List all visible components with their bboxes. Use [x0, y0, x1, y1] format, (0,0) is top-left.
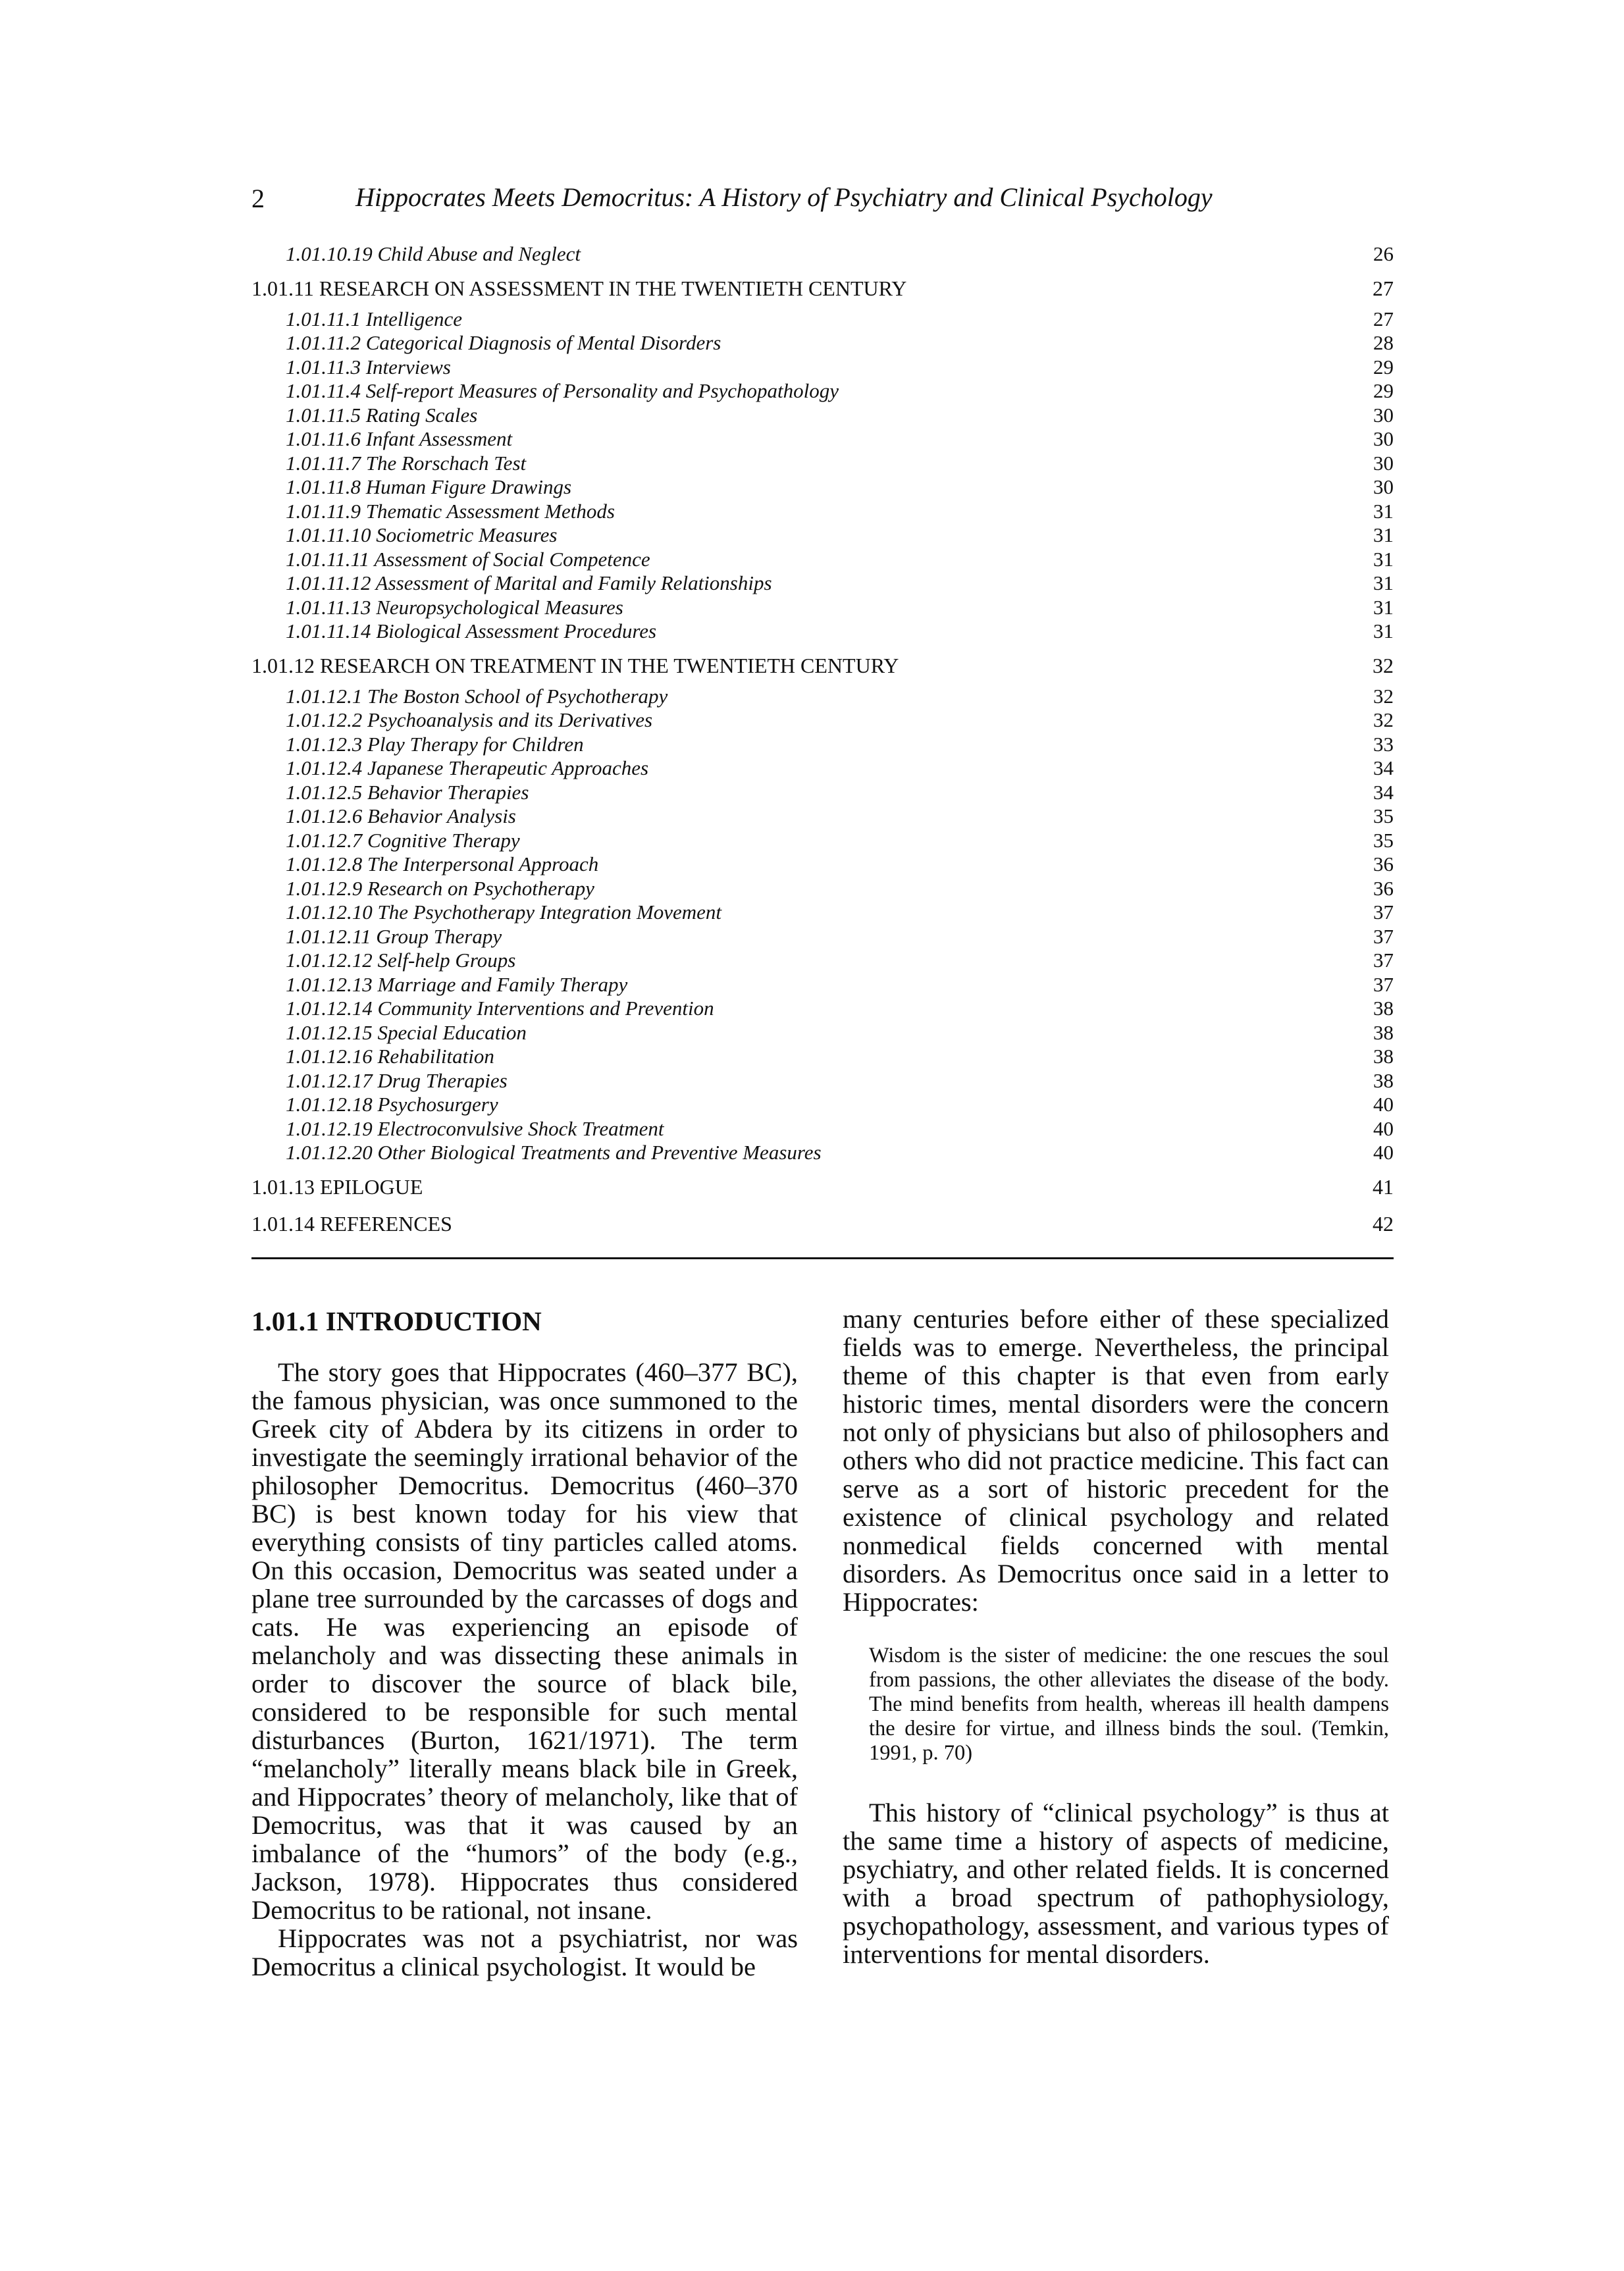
toc-entry-page: 30: [1373, 403, 1394, 427]
toc-entry-number: 1.01.12.9: [286, 876, 363, 900]
toc-entry-title: Assessment of Marital and Family Relationships: [375, 571, 772, 594]
toc-entry-number: 1.01.12.7: [286, 828, 363, 852]
toc-entry-number: 1.01.11.14: [286, 619, 371, 642]
toc-entry-page: 28: [1373, 331, 1394, 354]
toc-entry-number: 1.01.11.5: [286, 403, 361, 427]
toc-entry-number: 1.01.11.3: [286, 355, 361, 378]
toc-entry-page: 37: [1373, 972, 1394, 996]
toc-section-entry: [251, 273, 1394, 303]
toc-divider: [251, 1257, 1394, 1259]
toc-entry-title: RESEARCH ON TREATMENT IN THE TWENTIETH CENTURY: [320, 653, 899, 677]
toc-entry-title: Neuropsychological Measures: [376, 595, 623, 619]
toc-entry-title: Community Interventions and Prevention: [377, 997, 714, 1020]
toc-entry-page: 29: [1373, 355, 1394, 378]
toc-subsection-entry: [251, 331, 1394, 355]
toc-entry-page: 27: [1373, 276, 1394, 300]
toc-subsection-entry: [251, 804, 1394, 829]
toc-subsection-entry: [251, 1117, 1394, 1141]
toc-entry-page: 35: [1373, 828, 1394, 852]
toc-entry-number: 1.01.12.16: [286, 1045, 373, 1068]
toc-entry-page: 32: [1373, 653, 1394, 677]
toc-entry-title: The Psychotherapy Integration Movement: [377, 901, 722, 924]
toc-subsection-entry: [251, 973, 1394, 997]
toc-entry-title: EPILOGUE: [320, 1174, 423, 1199]
toc-entry-title: Assessment of Social Competence: [374, 547, 650, 571]
toc-entry-title: Sociometric Measures: [376, 523, 558, 546]
toc-entry-number: 1.01.12.11: [286, 924, 371, 948]
toc-entry-number: 1.01.12.4: [286, 756, 363, 779]
toc-entry-page: 40: [1373, 1093, 1394, 1116]
toc-entry-title: Interviews: [365, 355, 451, 378]
toc-entry-page: 30: [1373, 475, 1394, 498]
toc-entry-title: RESEARCH ON ASSESSMENT IN THE TWENTIETH CENTURY: [319, 276, 907, 300]
toc-entry-number: 1.01.12.17: [286, 1068, 373, 1092]
toc-section-entry: [251, 650, 1394, 681]
right-column: [843, 1305, 1389, 1968]
toc-subsection-entry: [251, 404, 1394, 428]
toc-entry-page: 31: [1373, 571, 1394, 594]
toc-subsection-entry: [251, 733, 1394, 757]
toc-subsection-entry: [251, 949, 1394, 973]
toc-subsection-entry: [251, 427, 1394, 452]
toc-entry-page: 38: [1373, 997, 1394, 1020]
toc-entry-number: 1.01.12.1: [286, 684, 363, 708]
toc-subsection-entry: [251, 523, 1394, 548]
toc-entry-page: 30: [1373, 451, 1394, 475]
toc-entry-page: 37: [1373, 924, 1394, 948]
toc-entry-number: 1.01.12: [251, 653, 315, 677]
toc-subsection-entry: [251, 1141, 1394, 1165]
toc-entry-number: 1.01.12.2: [286, 708, 363, 731]
toc-subsection-entry: [251, 571, 1394, 596]
toc-entry-title: Japanese Therapeutic Approaches: [367, 756, 649, 779]
toc-subsection-entry: [251, 1021, 1394, 1045]
toc-entry-number: 1.01.12.3: [286, 732, 363, 756]
toc-entry-number: 1.01.12.20: [286, 1141, 373, 1164]
toc-entry-title: Self-report Measures of Personality and Psychopathology: [365, 379, 839, 402]
toc-entry-title: Infant Assessment: [365, 427, 513, 450]
toc-entry-title: The Interpersonal Approach: [367, 852, 599, 875]
toc-entry-number: 1.01.11.8: [286, 475, 361, 498]
toc-entry-title: Rehabilitation: [377, 1045, 494, 1068]
toc-entry-number: 1.01.11.12: [286, 571, 371, 594]
toc-entry-page: 31: [1373, 499, 1394, 523]
toc-entry-title: Marriage and Family Therapy: [377, 972, 628, 996]
toc-entry-number: 1.01.12.12: [286, 949, 373, 972]
toc-section-entry: [251, 1209, 1394, 1239]
toc-subsection-entry: [251, 781, 1394, 805]
toc-entry-title: Psychoanalysis and its Derivatives: [367, 708, 653, 731]
toc-entry-number: 1.01.11.11: [286, 547, 370, 571]
page-number: 2: [251, 184, 265, 213]
toc-entry-page: 32: [1373, 684, 1394, 708]
toc-entry-page: 30: [1373, 427, 1394, 450]
toc-subsection-entry: [251, 307, 1394, 332]
toc-entry-page: 31: [1373, 595, 1394, 619]
toc-entry-number: 1.01.10.19: [286, 242, 373, 265]
toc-subsection-entry: [251, 877, 1394, 901]
toc-entry-number: 1.01.12.14: [286, 997, 373, 1020]
toc-entry-page: 29: [1373, 379, 1394, 402]
toc-entry-number: 1.01.12.19: [286, 1116, 373, 1140]
toc-entry-number: 1.01.12.10: [286, 901, 373, 924]
toc-entry-number: 1.01.11.1: [286, 307, 361, 330]
toc-entry-title: Biological Assessment Procedures: [376, 619, 657, 642]
table-of-contents: [251, 242, 1394, 1243]
left-column: [251, 1307, 798, 1981]
toc-subsection-entry: [251, 548, 1394, 572]
toc-subsection-entry: [251, 852, 1394, 877]
section-heading: 1.01.1 INTRODUCTION: [251, 1306, 542, 1336]
toc-subsection-entry: [251, 685, 1394, 709]
toc-entry-title: Rating Scales: [365, 403, 478, 427]
toc-subsection-entry: [251, 452, 1394, 476]
toc-entry-page: 40: [1373, 1116, 1394, 1140]
toc-subsection-entry: [251, 379, 1394, 404]
toc-entry-page: 38: [1373, 1045, 1394, 1068]
toc-entry-number: 1.01.11.6: [286, 427, 361, 450]
toc-entry-number: 1.01.11.2: [286, 331, 361, 354]
toc-entry-title: The Rorschach Test: [365, 451, 527, 475]
toc-entry-page: 35: [1373, 804, 1394, 827]
toc-entry-page: 36: [1373, 876, 1394, 900]
toc-subsection-entry: [251, 500, 1394, 524]
toc-entry-page: 38: [1373, 1068, 1394, 1092]
toc-entry-title: Behavior Analysis: [367, 804, 516, 827]
toc-subsection-entry: [251, 901, 1394, 925]
toc-subsection-entry: [251, 925, 1394, 949]
toc-subsection-entry: [251, 242, 1394, 267]
toc-entry-title: Special Education: [377, 1020, 527, 1044]
toc-entry-page: 31: [1373, 547, 1394, 571]
toc-entry-title: Categorical Diagnosis of Mental Disorders: [365, 331, 721, 354]
toc-entry-title: Cognitive Therapy: [367, 828, 520, 852]
toc-entry-title: The Boston School of Psychotherapy: [367, 684, 668, 708]
toc-subsection-entry: [251, 997, 1394, 1021]
toc-entry-page: 34: [1373, 756, 1394, 779]
toc-entry-number: 1.01.14: [251, 1211, 315, 1236]
toc-entry-page: 26: [1373, 242, 1394, 265]
toc-entry-title: Child Abuse and Neglect: [377, 242, 581, 265]
toc-entry-page: 33: [1373, 732, 1394, 756]
toc-entry-page: 34: [1373, 780, 1394, 804]
toc-entry-title: Drug Therapies: [377, 1068, 508, 1092]
toc-entry-number: 1.01.11.7: [286, 451, 361, 475]
toc-entry-page: 27: [1373, 307, 1394, 330]
toc-entry-number: 1.01.12.5: [286, 780, 363, 804]
toc-entry-number: 1.01.13: [251, 1174, 315, 1199]
toc-entry-title: Psychosurgery: [377, 1093, 498, 1116]
toc-entry-number: 1.01.12.18: [286, 1093, 373, 1116]
toc-entry-page: 31: [1373, 523, 1394, 546]
toc-entry-page: 31: [1373, 619, 1394, 642]
toc-entry-number: 1.01.11.10: [286, 523, 371, 546]
toc-entry-number: 1.01.12.8: [286, 852, 363, 875]
toc-entry-page: 32: [1373, 708, 1394, 731]
toc-subsection-entry: [251, 1093, 1394, 1117]
toc-entry-page: 38: [1373, 1020, 1394, 1044]
toc-entry-title: REFERENCES: [320, 1211, 452, 1236]
toc-entry-title: Behavior Therapies: [367, 780, 529, 804]
toc-entry-title: Other Biological Treatments and Preventive Measures: [377, 1141, 822, 1164]
toc-entry-title: Intelligence: [365, 307, 463, 330]
toc-entry-number: 1.01.11.9: [286, 499, 361, 523]
toc-entry-title: Electroconvulsive Shock Treatment: [377, 1116, 664, 1140]
toc-entry-number: 1.01.11.13: [286, 595, 371, 619]
toc-entry-page: 37: [1373, 949, 1394, 972]
block-quote: Wisdom is the sister of medicine: the one rescues the soul from passions, the other alleviates the disease of the body. The mind benefits from health, whereas ill health dampens the desire for virtue, and illness binds the soul. (Temkin, 1991, p. 70): [869, 1644, 1389, 1765]
toc-subsection-entry: [251, 1045, 1394, 1069]
running-head-title: Hippocrates Meets Democritus: A History of Psychiatry and Clinical Psychology: [355, 182, 1213, 212]
body-paragraph: many centuries before either of these specialized fields was to emerge. Nevertheless, the principal theme of this chapter is that even from early historic times, mental disorders were the concern not only of physicians but also of philosophers and others who did not practice medicine. This fact can serve as a sort of historic precedent for the existence of clinical psychology and related nonmedical fields concerned with mental disorders. As Democritus once said in a letter to Hippocrates:: [843, 1304, 1389, 1617]
toc-entry-number: 1.01.12.13: [286, 972, 373, 996]
toc-entry-page: 37: [1373, 901, 1394, 924]
toc-entry-number: 1.01.12.15: [286, 1020, 373, 1044]
toc-entry-page: 40: [1373, 1141, 1394, 1164]
toc-subsection-entry: [251, 1069, 1394, 1093]
toc-entry-page: 36: [1373, 852, 1394, 875]
toc-subsection-entry: [251, 619, 1394, 644]
toc-subsection-entry: [251, 829, 1394, 853]
toc-subsection-entry: [251, 708, 1394, 733]
toc-entry-title: Self-help Groups: [377, 949, 516, 972]
toc-subsection-entry: [251, 475, 1394, 500]
toc-entry-page: 41: [1373, 1174, 1394, 1199]
toc-entry-number: 1.01.12.6: [286, 804, 363, 827]
toc-entry-title: Play Therapy for Children: [367, 732, 584, 756]
body-paragraph: Hippocrates was not a psychiatrist, nor was Democritus a clinical psychologist. It would be: [251, 1923, 798, 1981]
toc-entry-title: Group Therapy: [376, 924, 502, 948]
toc-entry-title: Research on Psychotherapy: [367, 876, 594, 900]
toc-entry-number: 1.01.11: [251, 276, 314, 300]
body-paragraph: This history of “clinical psychology” is thus at the same time a history of aspects of medicine, psychiatry, and other related fields. It is concerned with a broad spectrum of pathophysiology, psychopathology, assessment, and various types of interventions for mental disorders.: [843, 1798, 1389, 1969]
toc-section-entry: [251, 1172, 1394, 1202]
toc-entry-page: 42: [1373, 1211, 1394, 1236]
toc-subsection-entry: [251, 596, 1394, 620]
toc-subsection-entry: [251, 756, 1394, 781]
toc-subsection-entry: [251, 355, 1394, 380]
toc-entry-number: 1.01.11.4: [286, 379, 361, 402]
body-paragraph: The story goes that Hippocrates (460–377 BC), the famous physician, was once summoned to the Greek city of Abdera by its citizens in order to investigate the seemingly irrational behavior of the philosopher Democritus. Democritus (460–370 BC) is best known today for his view that everything consists of tiny particles called atoms. On this occasion, Democritus was seated under a plane tree surrounded by the carcasses of dogs and cats. He was experiencing an episode of melancholy and was dissecting these animals in order to discover the source of black bile, considered to be responsible for such mental disturbances (Burton, 1621/1971). The term “melancholy” literally means black bile in Greek, and Hippocrates’ theory of melancholy, like that of Democritus, was that it was caused by an imbalance of the “humors” of the body (e.g., Jackson, 1978). Hippocrates thus considered Democritus to be rational, not insane.: [251, 1357, 798, 1925]
toc-entry-title: Thematic Assessment Methods: [365, 499, 615, 523]
toc-entry-title: Human Figure Drawings: [365, 475, 572, 498]
